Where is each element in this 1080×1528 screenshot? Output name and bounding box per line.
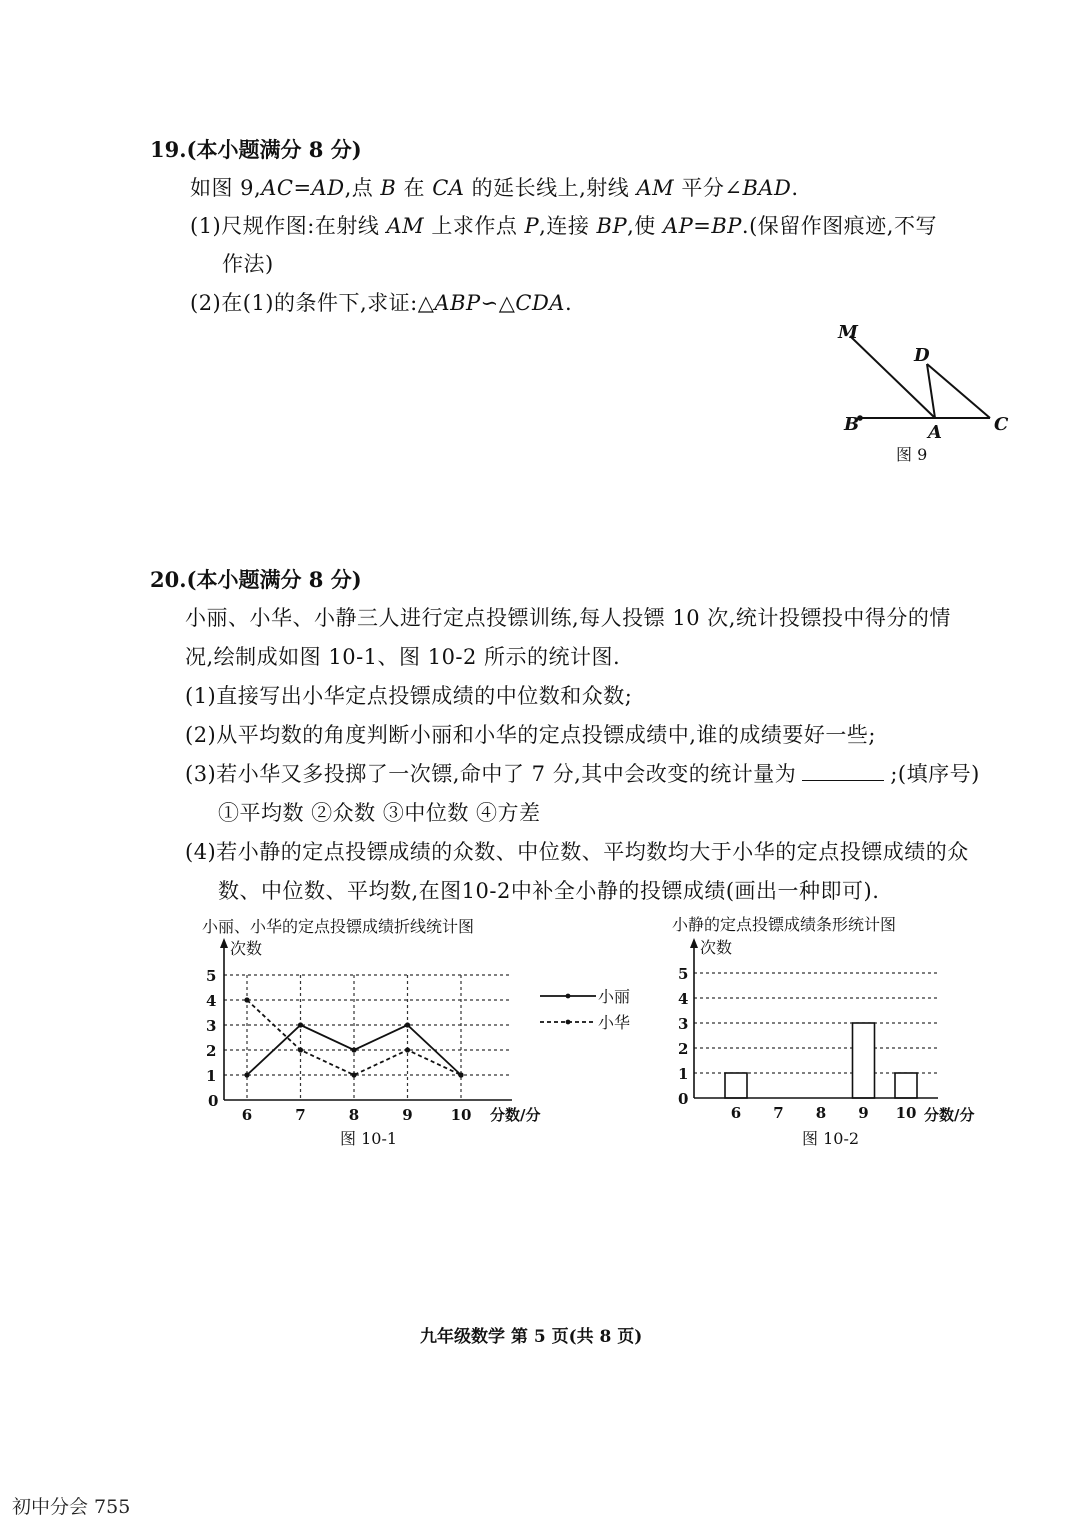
y-tick-label: 4 bbox=[678, 990, 689, 1008]
y-tick-label: 5 bbox=[206, 967, 217, 985]
bar bbox=[725, 1073, 747, 1098]
q20-part2: (2)从平均数的角度判断小丽和小华的定点投镖成绩中,谁的成绩要好一些; bbox=[185, 723, 876, 747]
line-chart bbox=[200, 908, 640, 1153]
q19-part1-cont: 作法) bbox=[222, 252, 274, 276]
x-tick-label: 10 bbox=[450, 1106, 472, 1124]
q19-stem bbox=[190, 172, 799, 202]
q20-part1: (1)直接写出小华定点投镖成绩的中位数和众数; bbox=[185, 684, 633, 708]
q19-part2-text: . bbox=[564, 291, 573, 315]
x-tick-label: 9 bbox=[858, 1104, 869, 1122]
segment-dc bbox=[927, 364, 990, 418]
x-tick-label: 8 bbox=[815, 1104, 827, 1122]
q19-part1-math: BP bbox=[596, 214, 628, 238]
q19-stem-text: . bbox=[791, 176, 799, 200]
q20-part3-text: ;(填序号) bbox=[890, 762, 980, 786]
origin-label: 0 bbox=[678, 1090, 689, 1108]
y-axis-arrow bbox=[690, 938, 698, 948]
q19-part2-math: CDA bbox=[515, 291, 565, 315]
y-axis-label: 次数 bbox=[230, 939, 263, 958]
x-axis-label: 分数/分 bbox=[924, 1106, 975, 1124]
label-b: B bbox=[844, 414, 860, 435]
y-tick-label: 3 bbox=[678, 1015, 689, 1033]
q19-part2 bbox=[190, 287, 572, 317]
q19-stem-text: 平分∠ bbox=[674, 176, 743, 200]
q19-stem-text: 如图 9, bbox=[190, 176, 262, 200]
series-point-1 bbox=[351, 1047, 356, 1052]
segment-ad bbox=[927, 364, 935, 418]
q19-stem-math: AM bbox=[636, 176, 675, 200]
q20-part4-line2: 数、中位数、平均数,在图10-2中补全小静的投镖成绩(画出一种即可). bbox=[218, 879, 880, 903]
bar-chart bbox=[670, 908, 1000, 1153]
legend-label: 小华 bbox=[598, 1013, 631, 1032]
series-point-2 bbox=[458, 1072, 463, 1077]
q19-part1-text: 上求作点 bbox=[424, 214, 525, 238]
q19-part1-text: ,连接 bbox=[539, 214, 597, 238]
label-c: C bbox=[994, 414, 1009, 435]
q19-stem-math: B bbox=[380, 176, 397, 200]
legend-marker-2 bbox=[566, 1020, 571, 1025]
label-a: A bbox=[928, 422, 942, 443]
q19-stem-text: ,点 bbox=[344, 176, 381, 200]
q19-stem-math: BAD bbox=[742, 176, 792, 200]
series-point-2 bbox=[405, 1047, 410, 1052]
q20-header: 20.(本小题满分 8 分) bbox=[150, 567, 362, 592]
q20-options: ①平均数 ②众数 ③中位数 ④方差 bbox=[218, 801, 541, 825]
x-tick-label: 7 bbox=[773, 1104, 784, 1122]
y-tick-label: 4 bbox=[206, 992, 217, 1010]
x-tick-label: 9 bbox=[402, 1106, 413, 1124]
x-tick-label: 6 bbox=[730, 1104, 742, 1122]
q19-part1-math: AM bbox=[386, 214, 425, 238]
y-tick-label: 1 bbox=[206, 1067, 217, 1085]
chart-title: 小静的定点投镖成绩条形统计图 bbox=[672, 915, 897, 934]
y-tick-label: 3 bbox=[206, 1017, 217, 1035]
series-point-1 bbox=[405, 1022, 410, 1027]
legend-label: 小丽 bbox=[598, 987, 631, 1006]
q19-part1-math: P bbox=[524, 214, 540, 238]
x-tick-label: 7 bbox=[295, 1106, 306, 1124]
series-point-2 bbox=[298, 1047, 303, 1052]
label-d: D bbox=[914, 345, 930, 366]
q19-part2-math: ABP bbox=[434, 291, 481, 315]
q20-part4-line1: (4)若小静的定点投镖成绩的众数、中位数、平均数均大于小华的定点投镖成绩的众 bbox=[185, 840, 969, 864]
q19-part2-text: (2)在(1)的条件下,求证:△ bbox=[190, 291, 435, 315]
origin-label: 0 bbox=[208, 1092, 219, 1110]
series-point-1 bbox=[298, 1022, 303, 1027]
q19-header: 19.(本小题满分 8 分) bbox=[150, 137, 362, 162]
q20-stem-line2: 况,绘制成如图 10-1、图 10-2 所示的统计图. bbox=[185, 645, 621, 669]
y-tick-label: 2 bbox=[206, 1042, 217, 1060]
q19-stem-text: 在 bbox=[396, 176, 433, 200]
legend-marker-1 bbox=[566, 994, 571, 999]
y-axis-label: 次数 bbox=[700, 938, 733, 957]
bar bbox=[895, 1073, 917, 1098]
x-tick-label: 8 bbox=[348, 1106, 360, 1124]
q19-part1-math: AP=BP bbox=[662, 214, 742, 238]
q19-stem-math: CA bbox=[432, 176, 465, 200]
y-tick-label: 1 bbox=[678, 1065, 689, 1083]
chart-title: 小丽、小华的定点投镖成绩折线统计图 bbox=[202, 917, 475, 936]
q19-part1 bbox=[190, 210, 937, 240]
bar bbox=[853, 1023, 875, 1098]
figure-9-caption: 图 9 bbox=[896, 445, 928, 464]
x-tick-label: 6 bbox=[241, 1106, 253, 1124]
q20-part3-text: (3)若小华又多投掷了一次镖,命中了 7 分,其中会改变的统计量为 bbox=[185, 762, 797, 786]
q19-stem-math: AC=AD bbox=[261, 176, 345, 200]
figure-9 bbox=[830, 318, 1020, 468]
x-tick-label: 10 bbox=[895, 1104, 917, 1122]
q20-stem-line1: 小丽、小华、小静三人进行定点投镖训练,每人投镖 10 次,统计投镖投中得分的情 bbox=[185, 606, 951, 630]
y-axis-arrow bbox=[220, 938, 228, 948]
y-tick-label: 5 bbox=[678, 965, 689, 983]
q19-part2-text: ∽△ bbox=[480, 291, 516, 315]
q19-part1-text: (1)尺规作图:在射线 bbox=[190, 214, 387, 238]
y-tick-label: 2 bbox=[678, 1040, 689, 1058]
watermark-text: 初中分会 755 bbox=[12, 1496, 131, 1518]
chart-caption: 图 10-2 bbox=[802, 1129, 860, 1148]
label-m: M bbox=[838, 322, 858, 343]
answer-blank[interactable] bbox=[802, 762, 884, 781]
page-footer: 九年级数学 第 5 页(共 8 页) bbox=[420, 1327, 643, 1347]
series-point-1 bbox=[244, 1072, 249, 1077]
q19-stem-text: 的延长线上,射线 bbox=[464, 176, 637, 200]
series-point-2 bbox=[351, 1072, 356, 1077]
series-point-2 bbox=[244, 997, 249, 1002]
q19-part1-text: ,使 bbox=[627, 214, 663, 238]
q20-part3 bbox=[185, 758, 980, 788]
chart-caption: 图 10-1 bbox=[340, 1129, 398, 1148]
x-axis-label: 分数/分 bbox=[490, 1106, 541, 1124]
q19-part1-text: .(保留作图痕迹,不写 bbox=[741, 214, 937, 238]
